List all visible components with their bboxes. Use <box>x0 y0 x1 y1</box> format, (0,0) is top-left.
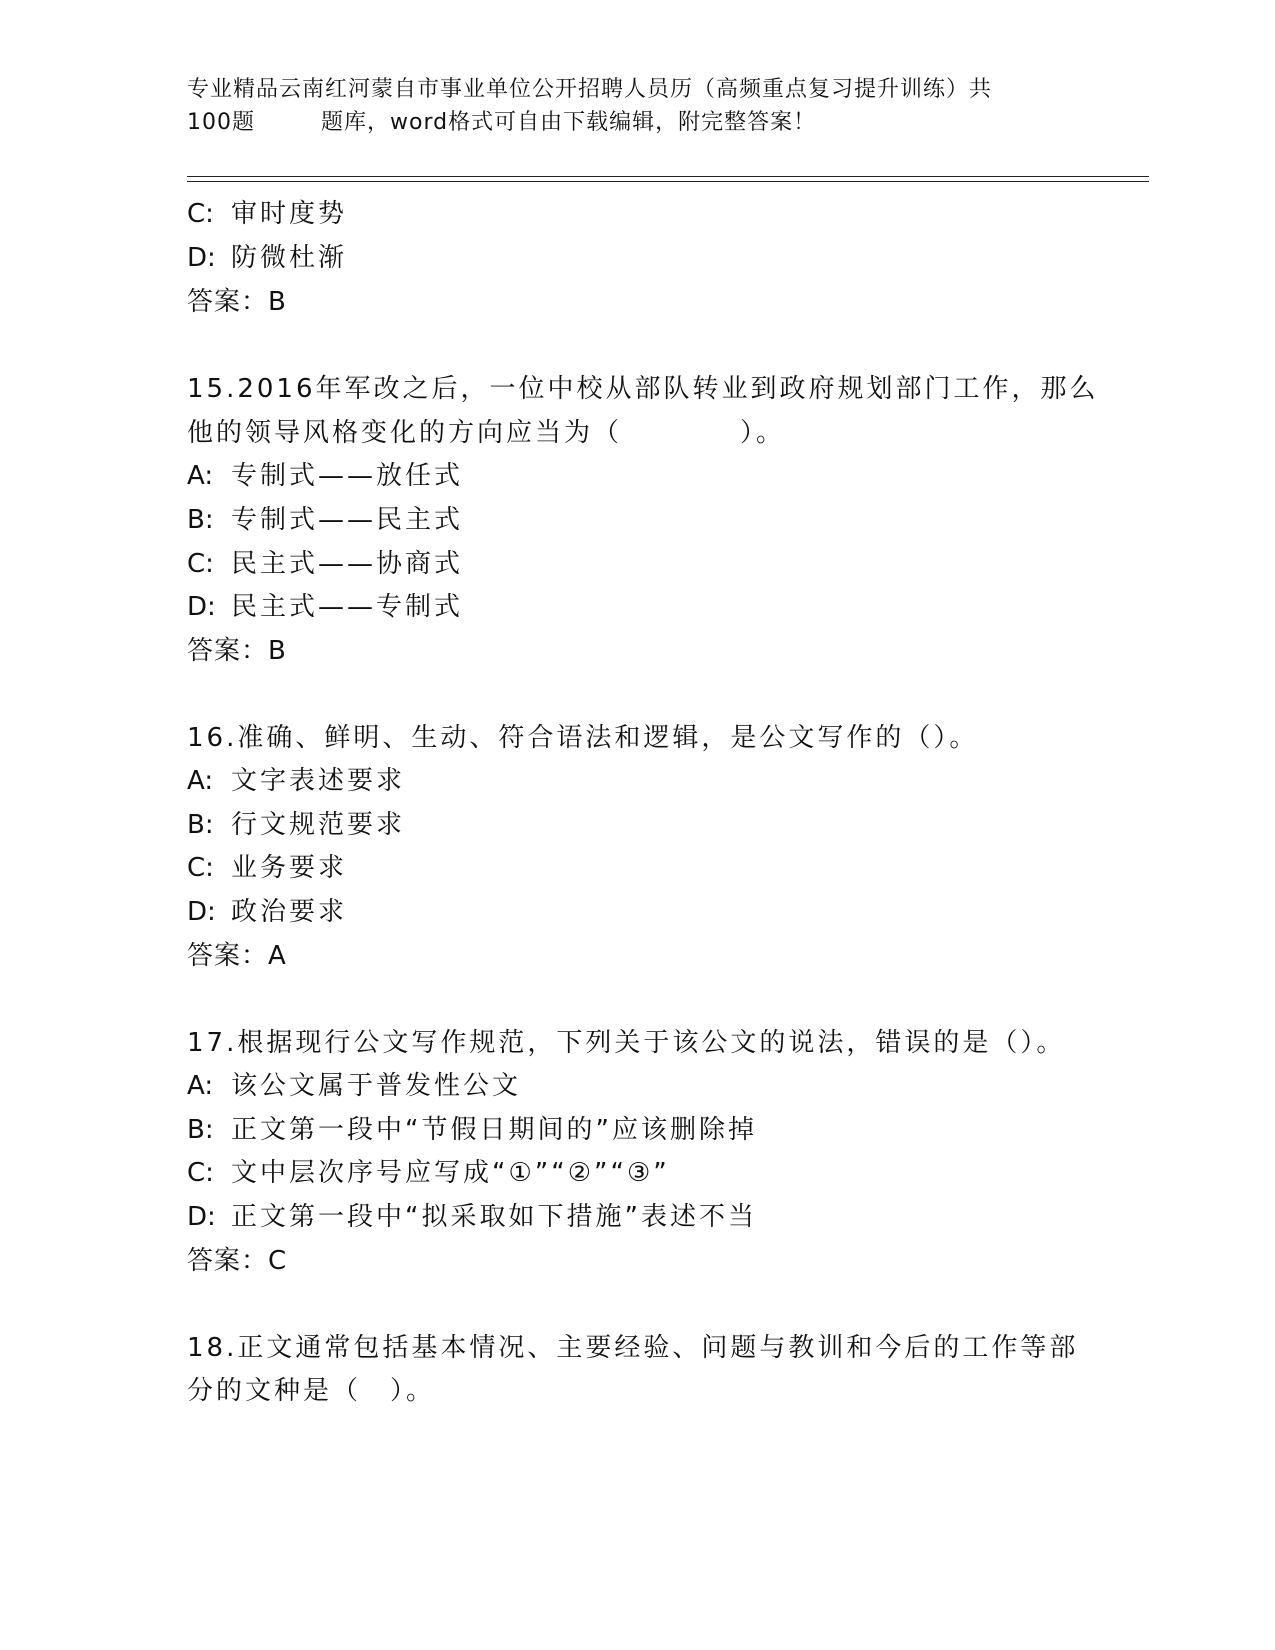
option-letter: C: <box>187 549 214 579</box>
option-text: 专制式——放任式 <box>231 461 464 491</box>
question-16-text: 16.准确、鲜明、生动、符合语法和逻辑，是公文写作的（）。 <box>187 723 979 753</box>
option-b <box>187 804 405 841</box>
question-17-text: 17.根据现行公文写作规范，下列关于该公文的说法，错误的是（）。 <box>187 1028 1066 1058</box>
option-b <box>187 499 463 536</box>
option-a <box>187 760 405 797</box>
answer-line: 答案：C <box>187 1246 288 1276</box>
option-text: 文字表述要求 <box>231 766 406 796</box>
answer-line: 答案：A <box>187 941 287 971</box>
option-text: 专制式——民主式 <box>231 505 464 535</box>
option-text: 该公文属于普发性公文 <box>231 1071 522 1101</box>
question-18-text-line-2: 分的文种是（ ）。 <box>187 1376 436 1406</box>
option-letter: B: <box>187 1115 214 1145</box>
option-a <box>187 455 463 492</box>
question-15-text-line-1: 15.2016年军改之后，一位中校从部队转业到政府规划部门工作，那么 <box>187 374 1099 404</box>
header-question-count: 100题 <box>187 110 255 135</box>
question-15-text-line-2: 他的领导风格变化的方向应当为（ ）。 <box>187 418 786 448</box>
option-text: 民主式——专制式 <box>231 592 464 622</box>
option-d <box>187 586 463 623</box>
option-letter: B: <box>187 505 214 535</box>
option-text: 正文第一段中“节假日期间的”应该删除掉 <box>231 1115 757 1145</box>
option-text: 审时度势 <box>231 199 348 229</box>
header-subtitle: 题库，word格式可自由下载编辑，附完整答案！ <box>321 110 817 135</box>
option-d <box>187 891 347 928</box>
option-c <box>187 847 347 884</box>
option-letter: D: <box>187 592 216 622</box>
option-d <box>187 237 347 274</box>
option-c <box>187 1152 670 1189</box>
question-18-text-line-1: 18.正文通常包括基本情况、主要经验、问题与教训和今后的工作等部 <box>187 1333 1079 1363</box>
option-text: 业务要求 <box>231 853 348 883</box>
option-letter: D: <box>187 243 216 273</box>
document-header <box>187 73 1067 139</box>
option-c <box>187 193 347 230</box>
option-b <box>187 1109 757 1146</box>
option-d <box>187 1196 757 1233</box>
header-rule-top <box>187 176 1149 177</box>
answer-line: 答案：B <box>187 636 287 666</box>
option-text: 行文规范要求 <box>231 810 406 840</box>
header-title-line-1: 专业精品云南红河蒙自市事业单位公开招聘人员历（高频重点复习提升训练）共 <box>187 77 993 102</box>
option-text: 民主式——协商式 <box>231 549 464 579</box>
header-title-line-2 <box>187 106 1067 139</box>
header-rule-bottom <box>187 181 1149 182</box>
option-text: 防微杜渐 <box>231 243 348 273</box>
option-letter: C: <box>187 1158 214 1188</box>
answer-line: 答案：B <box>187 287 287 317</box>
option-letter: A: <box>187 461 214 491</box>
option-text: 政治要求 <box>231 897 348 927</box>
option-a <box>187 1065 521 1102</box>
option-letter: C: <box>187 853 214 883</box>
option-letter: D: <box>187 897 216 927</box>
option-letter: C: <box>187 199 214 229</box>
option-c <box>187 543 463 580</box>
option-text: 正文第一段中“拟采取如下措施”表述不当 <box>231 1202 757 1232</box>
option-text: 文中层次序号应写成“①”“②”“③” <box>231 1158 670 1188</box>
option-letter: D: <box>187 1202 216 1232</box>
option-letter: A: <box>187 1071 214 1101</box>
option-letter: A: <box>187 766 214 796</box>
option-letter: B: <box>187 810 214 840</box>
